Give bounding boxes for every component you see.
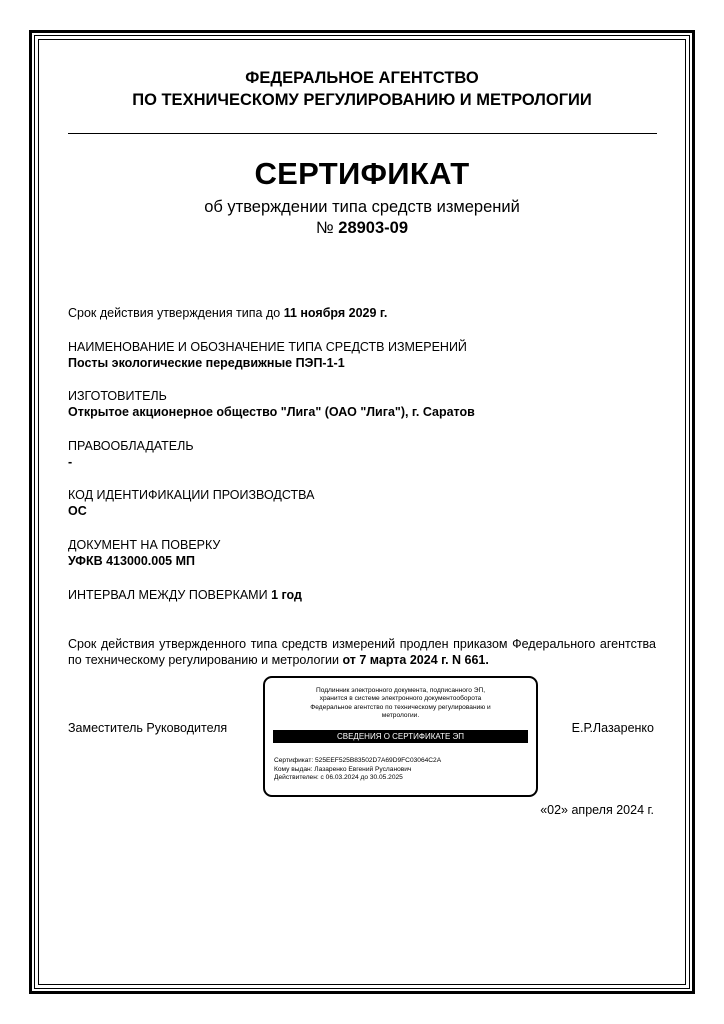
agency-header xyxy=(60,67,664,111)
issue-date: «02» апреля 2024 г. xyxy=(540,803,654,817)
stamp-header: СВЕДЕНИЯ О СЕРТИФИКАТЕ ЭП xyxy=(273,730,528,743)
certificate-number-prefix: № xyxy=(315,219,339,237)
certificate-number-line xyxy=(60,217,664,239)
stamp-intro-line: метрологии. xyxy=(381,712,420,720)
stamp-intro-line: Подлинник электронного документа, подписанного ЭП, xyxy=(315,687,486,694)
electronic-signature-stamp xyxy=(263,676,538,797)
extension-paragraph xyxy=(68,636,656,668)
type-name-value: Посты экологические передвижные ПЭП-1-1 xyxy=(68,356,345,370)
certificate-number: 28903-09 xyxy=(338,219,409,237)
stamp-intro-line: Федеральное агентство по техническому регулированию и xyxy=(310,703,491,711)
rightholder-label: ПРАВООБЛАДАТЕЛЬ xyxy=(68,439,194,453)
stamp-intro-line: хранится в системе электронного документооборота xyxy=(319,695,482,703)
signatory-role: Заместитель Руководителя xyxy=(68,721,228,735)
stamp-issued-to: Кому выдан: Лазаренко Евгений Русланович xyxy=(274,765,412,773)
verification-interval-line xyxy=(68,587,302,603)
stamp-certificate-serial: Сертификат: 525EEF525B83502D7A69D9FC03064C2A xyxy=(274,757,442,764)
agency-line-1: ФЕДЕРАЛЬНОЕ АГЕНТСТВО xyxy=(245,69,479,87)
production-code-label: КОД ИДЕНТИФИКАЦИИ ПРОИЗВОДСТВА xyxy=(68,488,315,502)
validity-line xyxy=(68,305,387,321)
verification-doc-label: ДОКУМЕНТ НА ПОВЕРКУ xyxy=(68,538,221,552)
stamp-intro xyxy=(275,687,526,721)
manufacturer-label: ИЗГОТОВИТЕЛЬ xyxy=(68,389,167,403)
signatory-name: Е.Р.Лазаренко xyxy=(571,721,654,735)
certificate-subtitle: об утверждении типа средств измерений xyxy=(204,198,520,216)
stamp-valid-period: Действителен: с 06.03.2024 до 30.05.2025 xyxy=(274,774,403,781)
verification-interval-value: 1 год xyxy=(271,588,302,602)
validity-date: 11 ноября 2029 г. xyxy=(283,306,388,320)
agency-line-2: ПО ТЕХНИЧЕСКОМУ РЕГУЛИРОВАНИЮ И МЕТРОЛОГИИ xyxy=(132,91,592,109)
type-name-label: НАИМЕНОВАНИЕ И ОБОЗНАЧЕНИЕ ТИПА СРЕДСТВ ИЗМЕРЕНИЙ xyxy=(68,340,467,354)
verification-interval-label: ИНТЕРВАЛ МЕЖДУ ПОВЕРКАМИ xyxy=(68,588,272,602)
extension-order: от 7 марта 2024 г. N 661. xyxy=(342,653,489,667)
validity-label: Срок действия утверждения типа до xyxy=(68,306,284,320)
manufacturer-value: Открытое акционерное общество "Лига" (ОАО "Лига"), г. Саратов xyxy=(68,405,475,419)
certificate-title: СЕРТИФИКАТ xyxy=(254,156,470,191)
rightholder-value: - xyxy=(68,455,73,469)
verification-doc-value: УФКВ 413000.005 МП xyxy=(68,554,196,568)
production-code-value: ОС xyxy=(68,504,87,518)
extension-text: Срок действия утвержденного типа средств измерений продлен приказом Федерального агентства по техническому регулированию и метрологии xyxy=(68,637,656,667)
header-divider xyxy=(68,133,657,134)
